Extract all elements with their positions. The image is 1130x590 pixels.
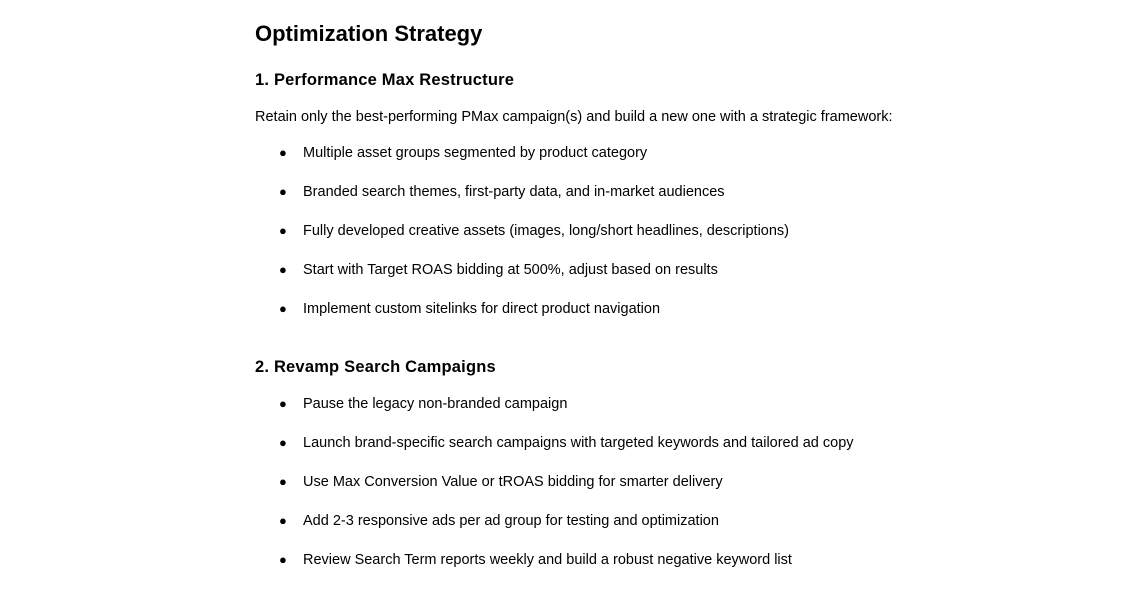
list-item-text: Multiple asset groups segmented by product category [303, 145, 648, 161]
section-heading-search-campaigns: 2. Revamp Search Campaigns [255, 358, 496, 376]
bullet-dot-icon: ● [279, 183, 287, 199]
bullet-dot-icon: ● [279, 473, 287, 489]
bullet-dot-icon: ● [279, 512, 287, 528]
list-item-text: Review Search Term reports weekly and build a robust negative keyword list [303, 551, 792, 568]
list-item-text: Use Max Conversion Value or tROAS bidding for smarter delivery [303, 473, 723, 490]
list-item-text: Branded search themes, first-party data, and in-market audiences [303, 183, 725, 200]
bullet-dot-icon: ● [279, 551, 287, 567]
bullet-dot-icon: ● [279, 396, 287, 411]
list-item-text: Pause the legacy non-branded campaign [303, 396, 568, 412]
bullet-dot-icon: ● [279, 300, 287, 316]
section-heading-performance-max: 1. Performance Max Restructure [255, 71, 515, 89]
bullet-dot-icon: ● [279, 222, 287, 238]
bullet-dot-icon: ● [279, 434, 287, 450]
list-item-text: Fully developed creative assets (images, long/short headlines, descriptions) [303, 222, 789, 239]
bullet-dot-icon: ● [279, 261, 287, 277]
list-item-text: Launch brand-specific search campaigns with targeted keywords and tailored ad copy [303, 434, 854, 451]
list-item-text: Start with Target ROAS bidding at 500%, adjust based on results [303, 261, 718, 278]
list-item-text: Add 2-3 responsive ads per ad group for testing and optimization [303, 512, 719, 529]
bullet-dot-icon: ● [279, 145, 287, 160]
page-title: Optimization Strategy [255, 21, 483, 46]
section-intro-performance-max: Retain only the best-performing PMax campaign(s) and build a new one with a strategic framework: [255, 109, 893, 125]
list-item-text: Implement custom sitelinks for direct product navigation [303, 300, 661, 317]
